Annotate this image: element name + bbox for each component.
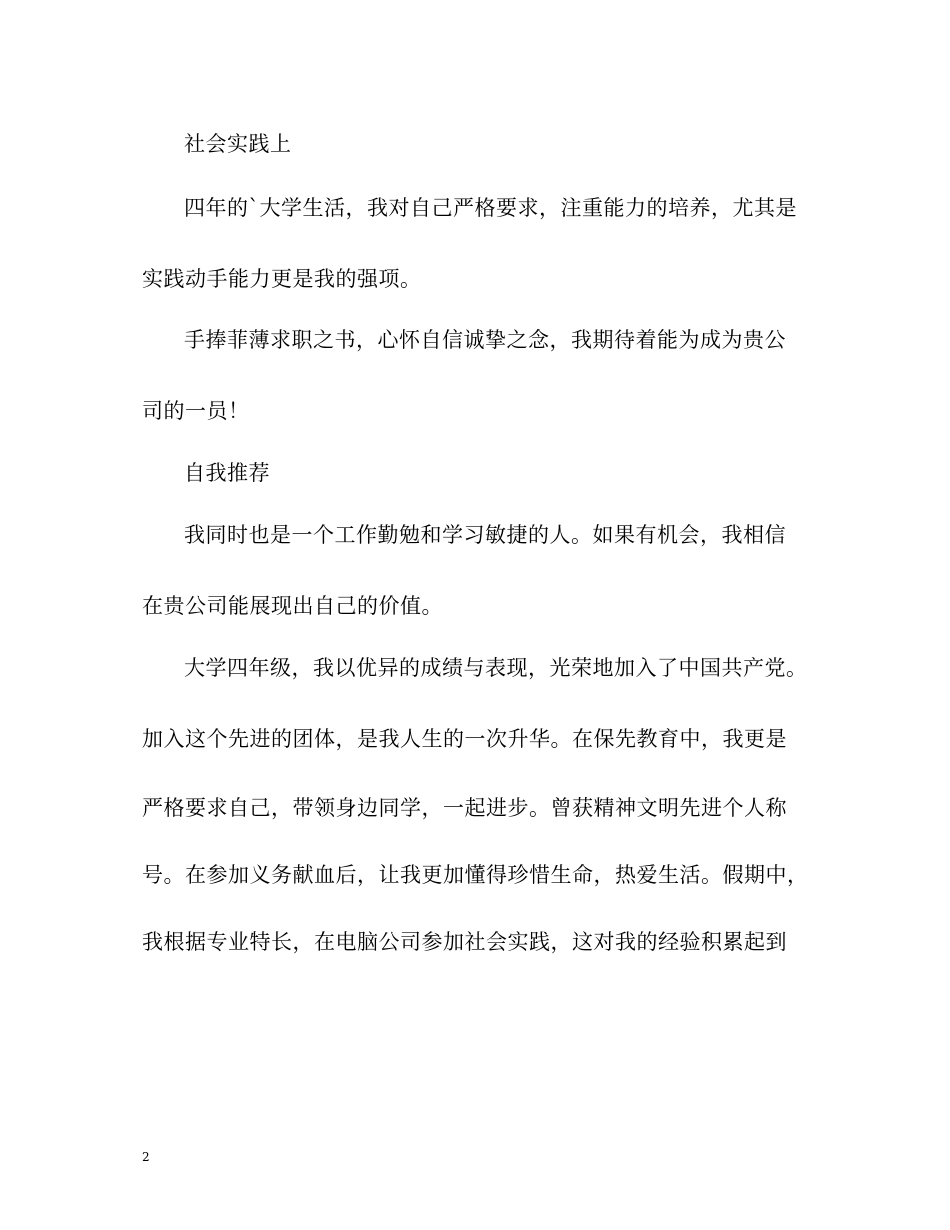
paragraph-line: 四年的`大学生活，我对自己严格要求，注重能力的培养，尤其是 [184,196,797,220]
paragraph-line: 加入这个先进的团体，是我人生的一次升华。在保先教育中，我更是 [142,727,787,751]
paragraph-line: 我根据专业特长，在电脑公司参加社会实践，这对我的经验积累起到 [142,930,787,954]
paragraph-line: 司的一员！ [142,399,250,423]
paragraph-line: 严格要求自己，带领身边同学，一起进步。曾获精神文明先进个人称 [142,796,787,820]
paragraph-line: 实践动手能力更是我的强项。 [142,267,422,291]
paragraph-line: 号。在参加义务献血后，让我更加懂得珍惜生命，热爱生活。假期中， [142,863,809,887]
page-number: 2 [142,1150,150,1164]
paragraph-line: 手捧菲薄求职之书，心怀自信诚挚之念，我期待着能为成为贵公 [184,328,786,352]
section-heading-social-practice: 社会实践上 [184,132,292,156]
section-heading-self-recommendation: 自我推荐 [184,461,270,485]
paragraph-line: 大学四年级，我以优异的成绩与表现，光荣地加入了中国共产党。 [184,656,808,680]
paragraph-line: 我同时也是一个工作勤勉和学习敏捷的人。如果有机会，我相信 [184,523,786,547]
paragraph-line: 在贵公司能展现出自己的价值。 [142,594,443,618]
